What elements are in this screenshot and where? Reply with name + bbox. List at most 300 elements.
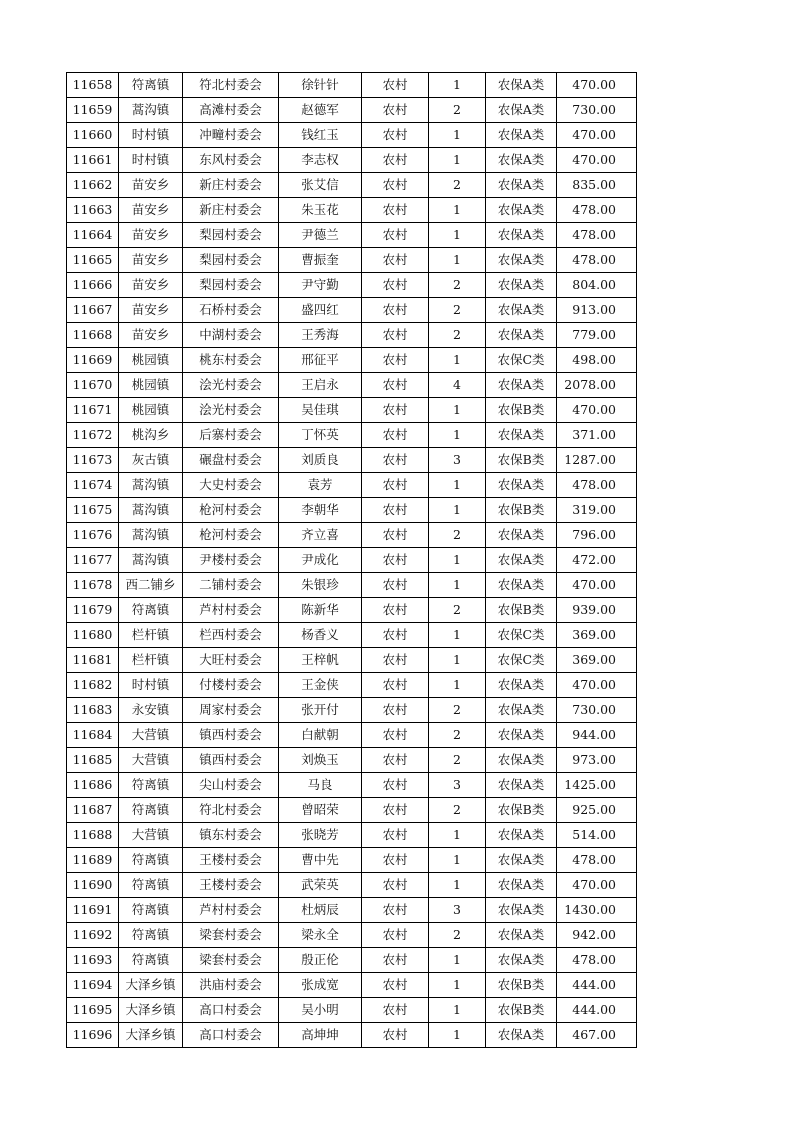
insurance-category-cell: 农保A类 xyxy=(486,723,557,748)
town-cell: 符离镇 xyxy=(119,73,183,98)
amount-cell: 942.00 xyxy=(557,923,637,948)
person-name-cell: 朱玉花 xyxy=(279,198,362,223)
record-id-cell: 11671 xyxy=(67,398,119,423)
record-id-cell: 11664 xyxy=(67,223,119,248)
village-committee-cell: 高口村委会 xyxy=(183,998,279,1023)
record-id-cell: 11669 xyxy=(67,348,119,373)
area-type-cell: 农村 xyxy=(362,423,429,448)
area-type-cell: 农村 xyxy=(362,773,429,798)
person-name-cell: 刘质良 xyxy=(279,448,362,473)
person-name-cell: 张开付 xyxy=(279,698,362,723)
town-cell: 大营镇 xyxy=(119,823,183,848)
person-name-cell: 陈新华 xyxy=(279,598,362,623)
household-count-cell: 1 xyxy=(429,223,486,248)
village-committee-cell: 枪河村委会 xyxy=(183,498,279,523)
insurance-category-cell: 农保A类 xyxy=(486,123,557,148)
town-cell: 桃园镇 xyxy=(119,398,183,423)
amount-cell: 1425.00 xyxy=(557,773,637,798)
record-id-cell: 11692 xyxy=(67,923,119,948)
person-name-cell: 赵德军 xyxy=(279,98,362,123)
household-count-cell: 1 xyxy=(429,673,486,698)
area-type-cell: 农村 xyxy=(362,98,429,123)
table-row xyxy=(67,998,637,1023)
household-count-cell: 1 xyxy=(429,348,486,373)
insurance-category-cell: 农保A类 xyxy=(486,573,557,598)
table-row xyxy=(67,973,637,998)
area-type-cell: 农村 xyxy=(362,648,429,673)
household-count-cell: 1 xyxy=(429,1023,486,1048)
town-cell: 苗安乡 xyxy=(119,323,183,348)
person-name-cell: 尹德兰 xyxy=(279,223,362,248)
insurance-category-cell: 农保B类 xyxy=(486,973,557,998)
amount-cell: 319.00 xyxy=(557,498,637,523)
area-type-cell: 农村 xyxy=(362,148,429,173)
table-row xyxy=(67,623,637,648)
person-name-cell: 曹中先 xyxy=(279,848,362,873)
amount-cell: 804.00 xyxy=(557,273,637,298)
household-count-cell: 2 xyxy=(429,748,486,773)
village-committee-cell: 高口村委会 xyxy=(183,1023,279,1048)
area-type-cell: 农村 xyxy=(362,923,429,948)
town-cell: 苗安乡 xyxy=(119,248,183,273)
records-table xyxy=(66,72,637,1048)
insurance-category-cell: 农保A类 xyxy=(486,848,557,873)
area-type-cell: 农村 xyxy=(362,373,429,398)
person-name-cell: 杜炳辰 xyxy=(279,898,362,923)
insurance-category-cell: 农保A类 xyxy=(486,73,557,98)
village-committee-cell: 镇西村委会 xyxy=(183,723,279,748)
table-row xyxy=(67,823,637,848)
town-cell: 大泽乡镇 xyxy=(119,1023,183,1048)
area-type-cell: 农村 xyxy=(362,223,429,248)
village-committee-cell: 梁套村委会 xyxy=(183,923,279,948)
town-cell: 栏杆镇 xyxy=(119,623,183,648)
table-row xyxy=(67,448,637,473)
area-type-cell: 农村 xyxy=(362,173,429,198)
person-name-cell: 杨香义 xyxy=(279,623,362,648)
amount-cell: 835.00 xyxy=(557,173,637,198)
person-name-cell: 王启永 xyxy=(279,373,362,398)
area-type-cell: 农村 xyxy=(362,573,429,598)
insurance-category-cell: 农保A类 xyxy=(486,273,557,298)
insurance-category-cell: 农保A类 xyxy=(486,1023,557,1048)
person-name-cell: 曹振奎 xyxy=(279,248,362,273)
table-row xyxy=(67,498,637,523)
area-type-cell: 农村 xyxy=(362,823,429,848)
record-id-cell: 11676 xyxy=(67,523,119,548)
table-row xyxy=(67,123,637,148)
household-count-cell: 1 xyxy=(429,123,486,148)
insurance-category-cell: 农保A类 xyxy=(486,673,557,698)
area-type-cell: 农村 xyxy=(362,698,429,723)
record-id-cell: 11686 xyxy=(67,773,119,798)
person-name-cell: 吴小明 xyxy=(279,998,362,1023)
record-id-cell: 11678 xyxy=(67,573,119,598)
table-row xyxy=(67,148,637,173)
amount-cell: 478.00 xyxy=(557,223,637,248)
table-row xyxy=(67,923,637,948)
record-id-cell: 11682 xyxy=(67,673,119,698)
insurance-category-cell: 农保B类 xyxy=(486,798,557,823)
amount-cell: 925.00 xyxy=(557,798,637,823)
town-cell: 符离镇 xyxy=(119,923,183,948)
village-committee-cell: 付楼村委会 xyxy=(183,673,279,698)
table-row xyxy=(67,98,637,123)
household-count-cell: 2 xyxy=(429,298,486,323)
area-type-cell: 农村 xyxy=(362,898,429,923)
village-committee-cell: 东风村委会 xyxy=(183,148,279,173)
village-committee-cell: 二铺村委会 xyxy=(183,573,279,598)
record-id-cell: 11688 xyxy=(67,823,119,848)
village-committee-cell: 大旺村委会 xyxy=(183,648,279,673)
person-name-cell: 王梓帆 xyxy=(279,648,362,673)
insurance-category-cell: 农保B类 xyxy=(486,448,557,473)
insurance-category-cell: 农保B类 xyxy=(486,998,557,1023)
town-cell: 时村镇 xyxy=(119,148,183,173)
table-row xyxy=(67,898,637,923)
town-cell: 大泽乡镇 xyxy=(119,973,183,998)
insurance-category-cell: 农保A类 xyxy=(486,773,557,798)
person-name-cell: 尹成化 xyxy=(279,548,362,573)
household-count-cell: 2 xyxy=(429,698,486,723)
record-id-cell: 11674 xyxy=(67,473,119,498)
table-row xyxy=(67,673,637,698)
amount-cell: 470.00 xyxy=(557,148,637,173)
household-count-cell: 2 xyxy=(429,173,486,198)
area-type-cell: 农村 xyxy=(362,748,429,773)
town-cell: 苗安乡 xyxy=(119,198,183,223)
amount-cell: 369.00 xyxy=(557,623,637,648)
insurance-category-cell: 农保C类 xyxy=(486,623,557,648)
person-name-cell: 白献朝 xyxy=(279,723,362,748)
insurance-category-cell: 农保A类 xyxy=(486,173,557,198)
record-id-cell: 11670 xyxy=(67,373,119,398)
table-row xyxy=(67,223,637,248)
table-row xyxy=(67,73,637,98)
household-count-cell: 1 xyxy=(429,198,486,223)
person-name-cell: 丁怀英 xyxy=(279,423,362,448)
town-cell: 苗安乡 xyxy=(119,173,183,198)
amount-cell: 478.00 xyxy=(557,473,637,498)
person-name-cell: 李志权 xyxy=(279,148,362,173)
amount-cell: 470.00 xyxy=(557,873,637,898)
table-row xyxy=(67,298,637,323)
household-count-cell: 1 xyxy=(429,498,486,523)
person-name-cell: 马良 xyxy=(279,773,362,798)
town-cell: 蒿沟镇 xyxy=(119,548,183,573)
household-count-cell: 3 xyxy=(429,448,486,473)
person-name-cell: 盛四红 xyxy=(279,298,362,323)
household-count-cell: 2 xyxy=(429,523,486,548)
household-count-cell: 2 xyxy=(429,273,486,298)
table-row xyxy=(67,648,637,673)
village-committee-cell: 王楼村委会 xyxy=(183,848,279,873)
town-cell: 符离镇 xyxy=(119,848,183,873)
area-type-cell: 农村 xyxy=(362,473,429,498)
person-name-cell: 邢征平 xyxy=(279,348,362,373)
insurance-category-cell: 农保A类 xyxy=(486,298,557,323)
village-committee-cell: 新庄村委会 xyxy=(183,173,279,198)
amount-cell: 470.00 xyxy=(557,73,637,98)
household-count-cell: 2 xyxy=(429,323,486,348)
village-committee-cell: 梨园村委会 xyxy=(183,223,279,248)
household-count-cell: 1 xyxy=(429,473,486,498)
village-committee-cell: 芦村村委会 xyxy=(183,898,279,923)
table-row xyxy=(67,948,637,973)
person-name-cell: 梁永全 xyxy=(279,923,362,948)
household-count-cell: 1 xyxy=(429,823,486,848)
village-committee-cell: 碾盘村委会 xyxy=(183,448,279,473)
record-id-cell: 11672 xyxy=(67,423,119,448)
person-name-cell: 吴佳琪 xyxy=(279,398,362,423)
insurance-category-cell: 农保A类 xyxy=(486,373,557,398)
village-committee-cell: 镇东村委会 xyxy=(183,823,279,848)
area-type-cell: 农村 xyxy=(362,448,429,473)
town-cell: 符离镇 xyxy=(119,898,183,923)
village-committee-cell: 新庄村委会 xyxy=(183,198,279,223)
amount-cell: 939.00 xyxy=(557,598,637,623)
insurance-category-cell: 农保A类 xyxy=(486,523,557,548)
town-cell: 时村镇 xyxy=(119,673,183,698)
amount-cell: 444.00 xyxy=(557,998,637,1023)
table-row xyxy=(67,398,637,423)
person-name-cell: 刘焕玉 xyxy=(279,748,362,773)
area-type-cell: 农村 xyxy=(362,398,429,423)
record-id-cell: 11660 xyxy=(67,123,119,148)
village-committee-cell: 枪河村委会 xyxy=(183,523,279,548)
household-count-cell: 3 xyxy=(429,773,486,798)
area-type-cell: 农村 xyxy=(362,298,429,323)
town-cell: 蒿沟镇 xyxy=(119,523,183,548)
record-id-cell: 11680 xyxy=(67,623,119,648)
village-committee-cell: 大史村委会 xyxy=(183,473,279,498)
person-name-cell: 徐针针 xyxy=(279,73,362,98)
record-id-cell: 11667 xyxy=(67,298,119,323)
table-row xyxy=(67,573,637,598)
insurance-category-cell: 农保C类 xyxy=(486,648,557,673)
household-count-cell: 1 xyxy=(429,548,486,573)
record-id-cell: 11684 xyxy=(67,723,119,748)
village-committee-cell: 洪庙村委会 xyxy=(183,973,279,998)
town-cell: 桃沟乡 xyxy=(119,423,183,448)
town-cell: 时村镇 xyxy=(119,123,183,148)
insurance-category-cell: 农保A类 xyxy=(486,873,557,898)
record-id-cell: 11668 xyxy=(67,323,119,348)
area-type-cell: 农村 xyxy=(362,1023,429,1048)
amount-cell: 796.00 xyxy=(557,523,637,548)
town-cell: 大营镇 xyxy=(119,748,183,773)
amount-cell: 470.00 xyxy=(557,673,637,698)
insurance-category-cell: 农保A类 xyxy=(486,98,557,123)
person-name-cell: 曾昭荣 xyxy=(279,798,362,823)
insurance-category-cell: 农保A类 xyxy=(486,323,557,348)
person-name-cell: 朱银珍 xyxy=(279,573,362,598)
village-committee-cell: 芦村村委会 xyxy=(183,598,279,623)
table-row xyxy=(67,873,637,898)
insurance-category-cell: 农保A类 xyxy=(486,423,557,448)
town-cell: 符离镇 xyxy=(119,948,183,973)
area-type-cell: 农村 xyxy=(362,248,429,273)
household-count-cell: 2 xyxy=(429,723,486,748)
table-row xyxy=(67,423,637,448)
person-name-cell: 张艾信 xyxy=(279,173,362,198)
area-type-cell: 农村 xyxy=(362,873,429,898)
table-row xyxy=(67,723,637,748)
table-row xyxy=(67,698,637,723)
amount-cell: 730.00 xyxy=(557,98,637,123)
record-id-cell: 11687 xyxy=(67,798,119,823)
record-id-cell: 11685 xyxy=(67,748,119,773)
insurance-category-cell: 农保A类 xyxy=(486,748,557,773)
household-count-cell: 1 xyxy=(429,73,486,98)
town-cell: 蒿沟镇 xyxy=(119,98,183,123)
amount-cell: 514.00 xyxy=(557,823,637,848)
area-type-cell: 农村 xyxy=(362,673,429,698)
table-row xyxy=(67,323,637,348)
household-count-cell: 1 xyxy=(429,573,486,598)
records-table-body xyxy=(67,73,637,1048)
amount-cell: 478.00 xyxy=(557,248,637,273)
person-name-cell: 高坤坤 xyxy=(279,1023,362,1048)
insurance-category-cell: 农保C类 xyxy=(486,348,557,373)
record-id-cell: 11681 xyxy=(67,648,119,673)
record-id-cell: 11693 xyxy=(67,948,119,973)
area-type-cell: 农村 xyxy=(362,973,429,998)
person-name-cell: 齐立喜 xyxy=(279,523,362,548)
area-type-cell: 农村 xyxy=(362,348,429,373)
person-name-cell: 殷正伦 xyxy=(279,948,362,973)
amount-cell: 2078.00 xyxy=(557,373,637,398)
person-name-cell: 袁芳 xyxy=(279,473,362,498)
table-row xyxy=(67,523,637,548)
village-committee-cell: 尖山村委会 xyxy=(183,773,279,798)
area-type-cell: 农村 xyxy=(362,623,429,648)
household-count-cell: 4 xyxy=(429,373,486,398)
record-id-cell: 11673 xyxy=(67,448,119,473)
village-committee-cell: 王楼村委会 xyxy=(183,873,279,898)
record-id-cell: 11665 xyxy=(67,248,119,273)
village-committee-cell: 浍光村委会 xyxy=(183,398,279,423)
household-count-cell: 2 xyxy=(429,98,486,123)
insurance-category-cell: 农保B类 xyxy=(486,598,557,623)
record-id-cell: 11666 xyxy=(67,273,119,298)
amount-cell: 944.00 xyxy=(557,723,637,748)
amount-cell: 498.00 xyxy=(557,348,637,373)
table-row xyxy=(67,273,637,298)
village-committee-cell: 桃东村委会 xyxy=(183,348,279,373)
record-id-cell: 11696 xyxy=(67,1023,119,1048)
record-id-cell: 11662 xyxy=(67,173,119,198)
household-count-cell: 1 xyxy=(429,423,486,448)
table-row xyxy=(67,373,637,398)
insurance-category-cell: 农保A类 xyxy=(486,148,557,173)
record-id-cell: 11679 xyxy=(67,598,119,623)
town-cell: 大泽乡镇 xyxy=(119,998,183,1023)
household-count-cell: 1 xyxy=(429,848,486,873)
amount-cell: 470.00 xyxy=(557,573,637,598)
town-cell: 西二铺乡 xyxy=(119,573,183,598)
record-id-cell: 11677 xyxy=(67,548,119,573)
household-count-cell: 1 xyxy=(429,248,486,273)
village-committee-cell: 符北村委会 xyxy=(183,798,279,823)
person-name-cell: 李朝华 xyxy=(279,498,362,523)
town-cell: 苗安乡 xyxy=(119,223,183,248)
village-committee-cell: 符北村委会 xyxy=(183,73,279,98)
village-committee-cell: 尹楼村委会 xyxy=(183,548,279,573)
town-cell: 符离镇 xyxy=(119,598,183,623)
amount-cell: 973.00 xyxy=(557,748,637,773)
amount-cell: 1287.00 xyxy=(557,448,637,473)
amount-cell: 730.00 xyxy=(557,698,637,723)
insurance-category-cell: 农保B类 xyxy=(486,398,557,423)
area-type-cell: 农村 xyxy=(362,998,429,1023)
household-count-cell: 1 xyxy=(429,398,486,423)
amount-cell: 467.00 xyxy=(557,1023,637,1048)
area-type-cell: 农村 xyxy=(362,123,429,148)
village-committee-cell: 栏西村委会 xyxy=(183,623,279,648)
village-committee-cell: 梨园村委会 xyxy=(183,273,279,298)
record-id-cell: 11689 xyxy=(67,848,119,873)
amount-cell: 1430.00 xyxy=(557,898,637,923)
village-committee-cell: 石桥村委会 xyxy=(183,298,279,323)
amount-cell: 470.00 xyxy=(557,123,637,148)
table-row xyxy=(67,748,637,773)
area-type-cell: 农村 xyxy=(362,723,429,748)
village-committee-cell: 周家村委会 xyxy=(183,698,279,723)
village-committee-cell: 冲疃村委会 xyxy=(183,123,279,148)
town-cell: 符离镇 xyxy=(119,873,183,898)
amount-cell: 478.00 xyxy=(557,948,637,973)
town-cell: 桃园镇 xyxy=(119,348,183,373)
household-count-cell: 2 xyxy=(429,598,486,623)
amount-cell: 470.00 xyxy=(557,398,637,423)
town-cell: 苗安乡 xyxy=(119,298,183,323)
insurance-category-cell: 农保A类 xyxy=(486,548,557,573)
household-count-cell: 1 xyxy=(429,873,486,898)
insurance-category-cell: 农保A类 xyxy=(486,823,557,848)
person-name-cell: 武荣英 xyxy=(279,873,362,898)
town-cell: 桃园镇 xyxy=(119,373,183,398)
insurance-category-cell: 农保A类 xyxy=(486,198,557,223)
insurance-category-cell: 农保A类 xyxy=(486,923,557,948)
village-committee-cell: 高滩村委会 xyxy=(183,98,279,123)
table-row xyxy=(67,773,637,798)
person-name-cell: 尹守勤 xyxy=(279,273,362,298)
insurance-category-cell: 农保A类 xyxy=(486,948,557,973)
household-count-cell: 2 xyxy=(429,798,486,823)
area-type-cell: 农村 xyxy=(362,498,429,523)
table-row xyxy=(67,248,637,273)
person-name-cell: 王金侠 xyxy=(279,673,362,698)
insurance-category-cell: 农保A类 xyxy=(486,898,557,923)
household-count-cell: 1 xyxy=(429,648,486,673)
household-count-cell: 2 xyxy=(429,923,486,948)
amount-cell: 369.00 xyxy=(557,648,637,673)
area-type-cell: 农村 xyxy=(362,73,429,98)
person-name-cell: 钱红玉 xyxy=(279,123,362,148)
amount-cell: 478.00 xyxy=(557,198,637,223)
town-cell: 蒿沟镇 xyxy=(119,498,183,523)
amount-cell: 913.00 xyxy=(557,298,637,323)
area-type-cell: 农村 xyxy=(362,523,429,548)
record-id-cell: 11683 xyxy=(67,698,119,723)
person-name-cell: 王秀海 xyxy=(279,323,362,348)
village-committee-cell: 梁套村委会 xyxy=(183,948,279,973)
record-id-cell: 11695 xyxy=(67,998,119,1023)
town-cell: 大营镇 xyxy=(119,723,183,748)
household-count-cell: 1 xyxy=(429,973,486,998)
table-row xyxy=(67,848,637,873)
